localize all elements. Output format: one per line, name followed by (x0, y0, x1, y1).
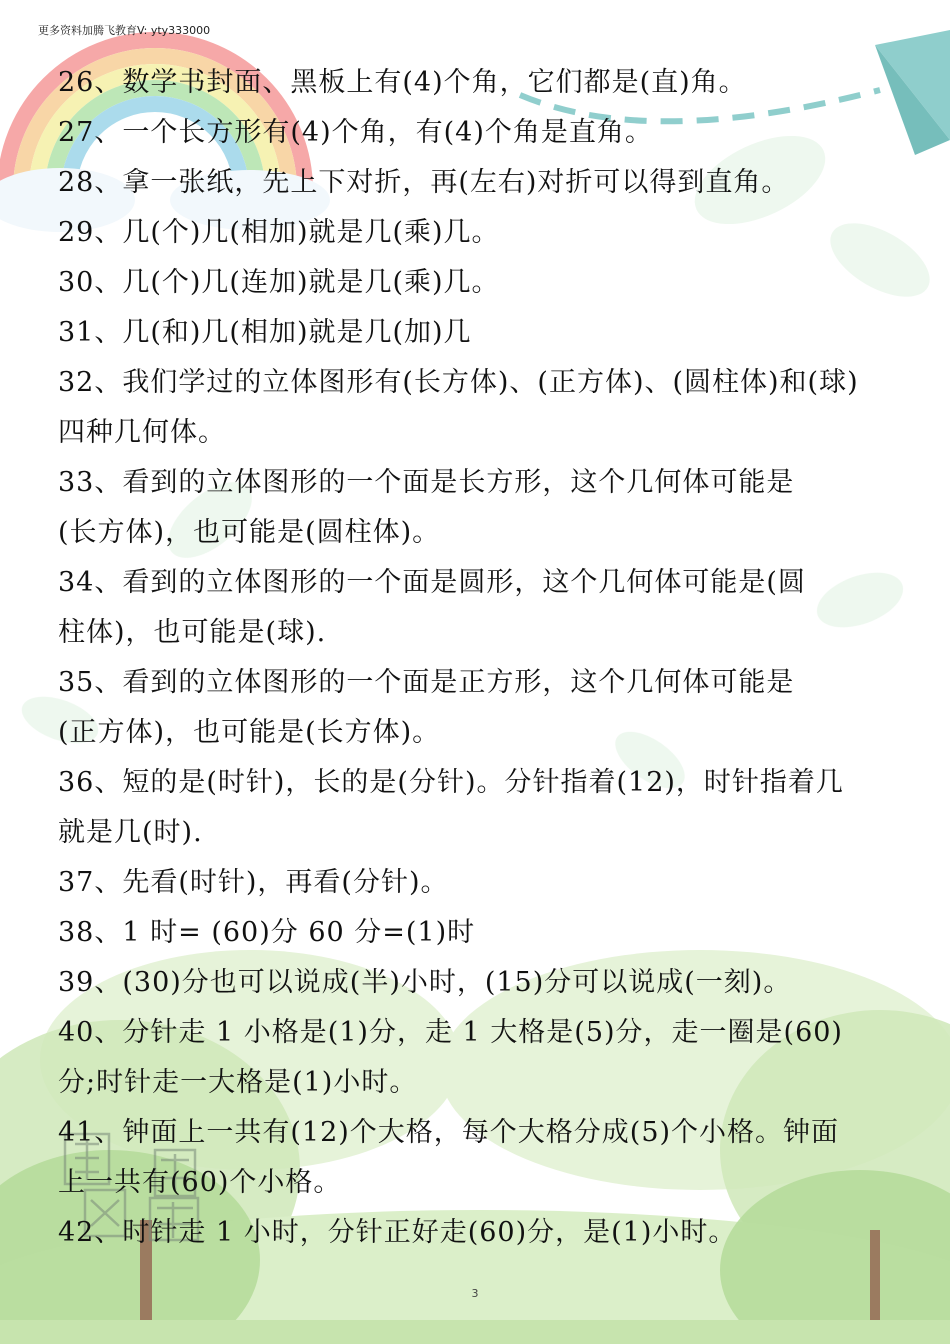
text-line-39: 39、(30)分也可以说成(半)小时，(15)分可以说成(一刻)。 (58, 967, 792, 998)
text-line-26: 26、数学书封面、黑板上有(4)个角，它们都是(直)角。 (58, 67, 747, 98)
text-line-27: 27、一个长方形有(4)个角，有(4)个角是直角。 (58, 117, 653, 148)
text-line-40-cont: 分;时针走一大格是(1)小时。 (58, 1067, 418, 1098)
text-line-28: 28、拿一张纸，先上下对折，再(左右)对折可以得到直角。 (58, 167, 790, 198)
text-line-33: 33、看到的立体图形的一个面是长方形，这个几何体可能是 (58, 467, 795, 498)
text-line-31: 31、几(和)几(相加)就是几(加)几 (58, 317, 472, 348)
text-line-32: 32、我们学过的立体图形有(长方体)、(正方体)、(圆柱体)和(球) (58, 367, 859, 398)
text-line-29: 29、几(个)几(相加)就是几(乘)几。 (58, 217, 500, 248)
text-line-35: 35、看到的立体图形的一个面是正方形，这个几何体可能是 (58, 667, 795, 698)
text-line-38: 38、1 时= (60)分 60 分=(1)时 (58, 917, 476, 948)
text-line-36: 36、短的是(时针)，长的是(分针)。分针指着(12)，时针指着几 (58, 767, 844, 798)
text-line-41: 41、钟面上一共有(12)个大格，每个大格分成(5)个小格。钟面 (58, 1117, 840, 1148)
page-number: 3 (471, 1287, 479, 1300)
text-line-30: 30、几(个)几(连加)就是几(乘)几。 (58, 267, 500, 298)
text-line-37: 37、先看(时针)，再看(分针)。 (58, 867, 449, 898)
text-line-33-cont: (长方体)，也可能是(圆柱体)。 (58, 517, 441, 548)
text-line-34-cont: 柱体)，也可能是(球). (58, 617, 327, 648)
text-line-32-cont: 四种几何体。 (58, 417, 226, 448)
text-line-36-cont: 就是几(时). (58, 817, 203, 848)
text-line-40: 40、分针走 1 小格是(1)分，走 1 大格是(5)分，走一圈是(60) (58, 1017, 843, 1048)
text-line-34: 34、看到的立体图形的一个面是圆形，这个几何体可能是(圆 (58, 567, 806, 598)
text-line-41-cont: 上一共有(60)个小格。 (58, 1167, 342, 1198)
text-line-35-cont: (正方体)，也可能是(长方体)。 (58, 717, 441, 748)
document-body (58, 58, 900, 1258)
text-line-42: 42、时针走 1 小时，分针正好走(60)分，是(1)小时。 (58, 1217, 737, 1248)
header-note: 更多资料加腾飞教育V: yty333000 (38, 24, 211, 37)
